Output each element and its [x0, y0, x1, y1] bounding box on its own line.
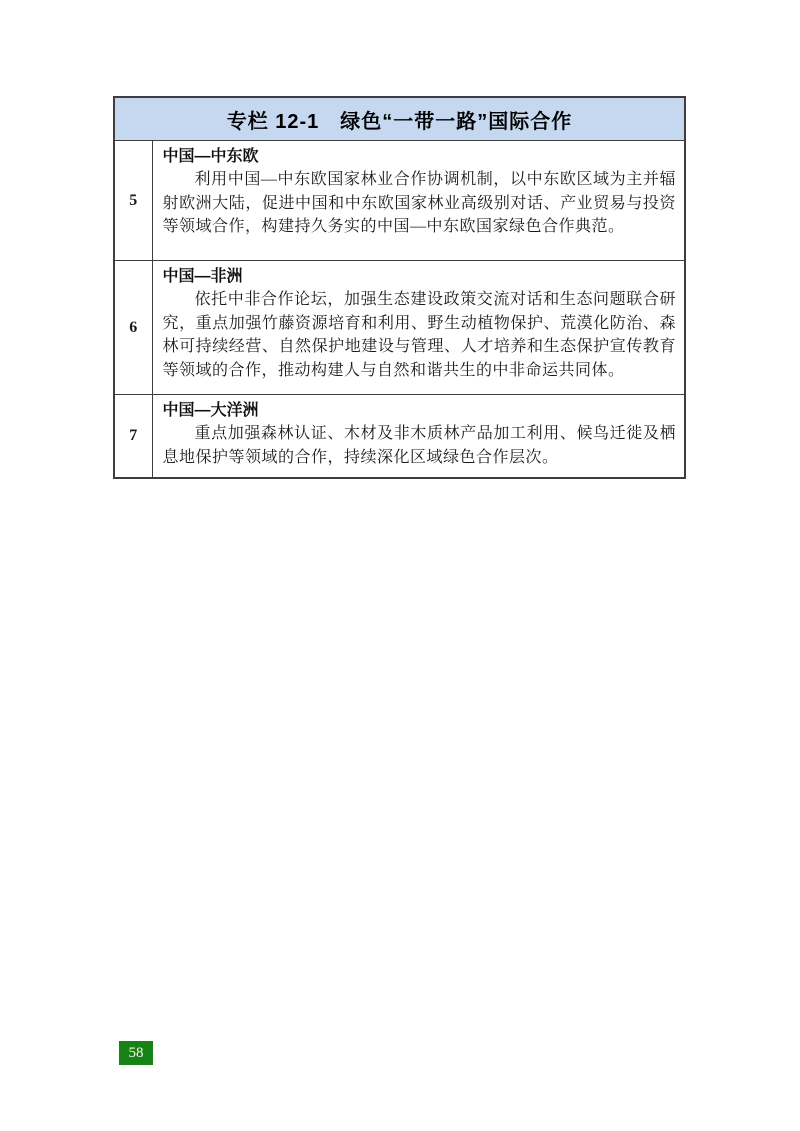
row-heading: 中国—非洲 [162, 268, 243, 285]
table-title-row [114, 97, 685, 141]
table-row [114, 395, 685, 479]
table-title: 专栏 12-1 绿色“一带一路”国际合作 [114, 97, 685, 141]
table-row [114, 261, 685, 395]
panel-12-1-table [113, 96, 686, 479]
table-row [114, 141, 685, 261]
page-number-badge: 58 [119, 1041, 153, 1065]
row-content-cell [152, 261, 685, 395]
row-number: 7 [114, 395, 152, 479]
row-heading: 中国—大洋洲 [162, 402, 259, 419]
row-number: 6 [114, 261, 152, 395]
row-body-text: 依托中非合作论坛，加强生态建设政策交流对话和生态问题联合研究，重点加强竹藤资源培育和利用、野生动植物保护、荒漠化防治、森林可持续经营、自然保护地建设与管理、人才培养和生态保护宣传教育等领域的合作，推动构建人与自然和谐共生的中非命运共同体。 [162, 291, 676, 379]
row-number: 5 [114, 141, 152, 261]
row-heading: 中国—中东欧 [162, 148, 259, 165]
row-body-text: 利用中国—中东欧国家林业合作协调机制，以中东欧区域为主并辐射欧洲大陆，促进中国和中东欧国家林业高级别对话、产业贸易与投资等领域合作，构建持久务实的中国—中东欧国家绿色合作典范。 [162, 171, 676, 235]
row-content-cell [152, 395, 685, 479]
row-body-text: 重点加强森林认证、木材及非木质林产品加工利用、候鸟迁徙及栖息地保护等领域的合作，持续深化区域绿色合作层次。 [162, 425, 676, 466]
row-content-cell [152, 141, 685, 261]
